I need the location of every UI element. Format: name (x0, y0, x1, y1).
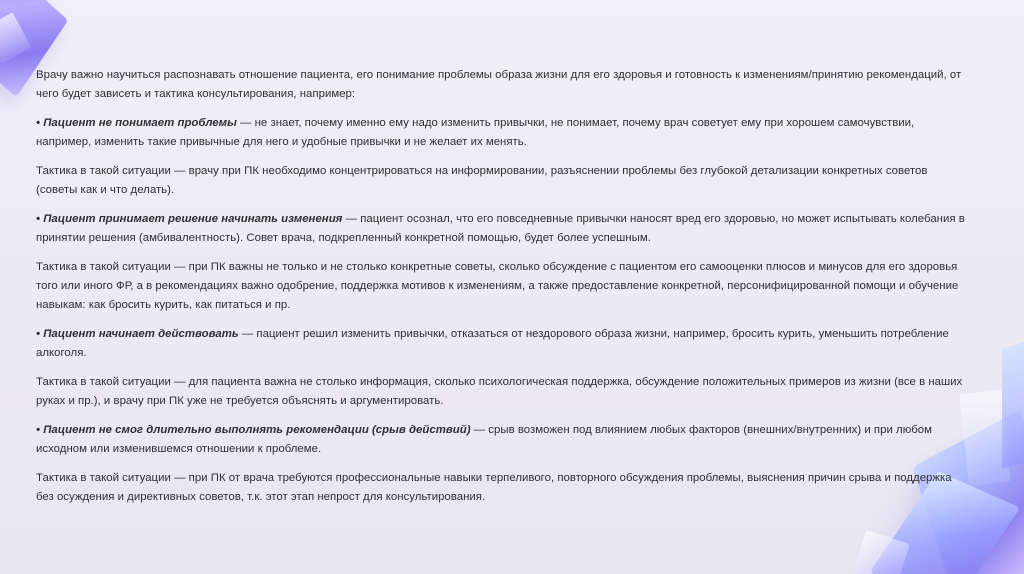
paragraph-tactic-2-text: Тактика в такой ситуации — при ПК важны не только и не столько конкретные советы, сколько обсуждение с пациентом его самооценки плюсов и минусов для его здоровья того или иного ФР, а в рекомендациях важно одобрение, поддержка мотивов к изменениям, а также предоставление конкретной, персонифицированной помощи и обучение навыкам: как бросить курить, как питаться и пр. (36, 261, 959, 311)
paragraph-tactic-2 (36, 258, 970, 315)
paragraph-tactic-4-text: Тактика в такой ситуации — при ПК от врача требуются профессиональные навыки терпеливого, повторного обсуждения проблемы, выяснения причин срыва и поддержка без осуждения и директивных советов, т.к. этот этап непрост для консультирования. (36, 472, 952, 503)
paragraph-tactic-4 (36, 469, 970, 507)
paragraph-stage-2-lead: • Пациент принимает решение начинать изменения (36, 213, 343, 225)
paragraph-stage-1-lead: • Пациент не понимает проблемы (36, 117, 237, 129)
paragraph-stage-4 (36, 421, 970, 459)
paragraph-intro (36, 66, 970, 104)
paragraph-stage-1-text: — не знает, почему именно ему надо изменить привычки, не понимает, почему врач советует ему при хорошем самочувствии, например, изменить такие привычные для него и удобные привычки и не желает их менять. (36, 117, 915, 148)
paragraph-stage-1 (36, 114, 970, 152)
paragraph-tactic-1 (36, 162, 970, 200)
paragraph-stage-3-text: — пациент решил изменить привычки, отказаться от нездорового образа жизни, например, бросить курить, уменьшить потребление алкоголя. (36, 328, 949, 359)
paragraph-intro-text: Врачу важно научиться распознавать отношение пациента, его понимание проблемы образа жизни для его здоровья и готовность к изменениям/принятию рекомендаций, от чего будет зависеть и тактика консультирования, например: (36, 69, 962, 100)
paragraph-stage-2 (36, 210, 970, 248)
paragraph-stage-3 (36, 325, 970, 363)
paragraph-stage-4-lead: • Пациент не смог длительно выполнять рекомендации (срыв действий) (36, 424, 471, 436)
paragraph-stage-4-text: — срыв возможен под влиянием любых факторов (внешних/внутренних) и при любом исходном или изменившемся отношении к проблеме. (36, 424, 933, 455)
paragraph-stage-2-text: — пациент осознал, что его повседневные привычки наносят вред его здоровью, но может испытывать колебания в принятии решения (амбивалентность). Совет врача, подкрепленный конкретной помощью, будет более успешным. (36, 213, 965, 244)
paragraph-tactic-3-text: Тактика в такой ситуации — для пациента важна не столько информация, сколько психологическая поддержка, обсуждение положительных примеров из жизни (все в наших руках и пр.), и врачу при ПК уже не требуется объяснять и аргументировать. (36, 376, 963, 407)
decorative-bottom-right-edge (1002, 339, 1024, 469)
paragraph-stage-3-lead: • Пациент начинает действовать (36, 328, 239, 340)
paragraph-tactic-1-text: Тактика в такой ситуации — врачу при ПК необходимо концентрироваться на информировании, разъяснении проблемы без глубокой детализации конкретных советов (советы как и что делать). (36, 165, 928, 196)
slide-text-content (36, 66, 970, 507)
paragraph-tactic-3 (36, 373, 970, 411)
